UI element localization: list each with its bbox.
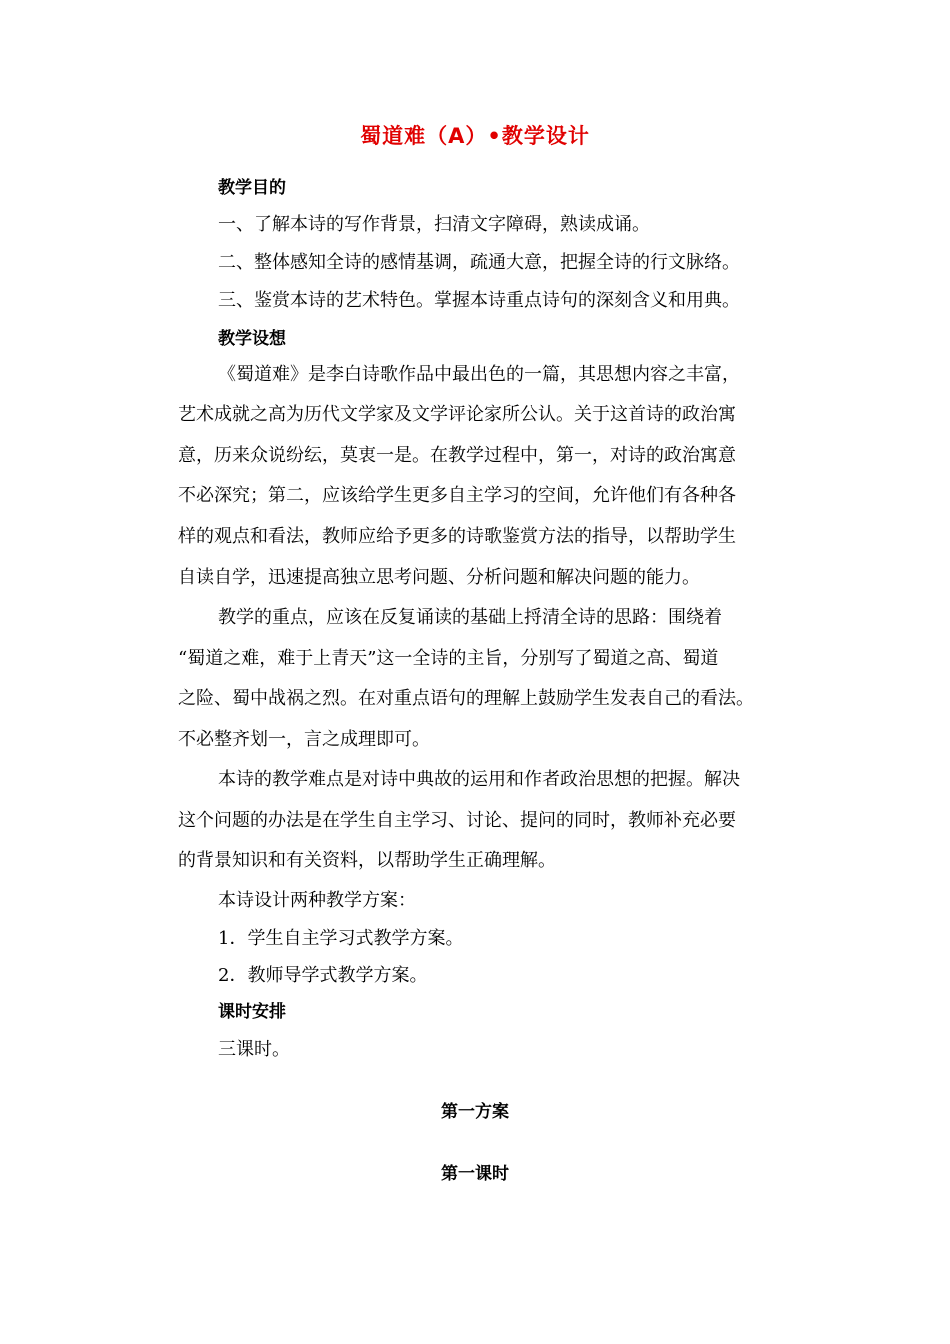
- paragraph-line: 自读自学，迅速提高独立思考问题、分析问题和解决问题的能力。: [178, 567, 700, 588]
- document-title: 蜀道难（A）•教学设计: [360, 124, 590, 148]
- paragraph-line: 之险、蜀中战祸之烈。在对重点语句的理解上鼓励学生发表自己的看法。: [178, 688, 754, 709]
- paragraph-line: 本诗的教学难点是对诗中典故的运用和作者政治思想的把握。解决: [218, 769, 740, 790]
- goals-heading: 教学目的: [218, 178, 286, 198]
- paragraph-line: 意，历来众说纷纭，莫衷一是。在教学过程中，第一，对诗的政治寓意: [178, 445, 736, 466]
- idea-heading: 教学设想: [218, 329, 286, 349]
- paragraph-line: 不必整齐划一，言之成理即可。: [178, 729, 430, 750]
- schedule-text: 三课时。: [218, 1039, 290, 1060]
- goal-item: 三、鉴赏本诗的艺术特色。掌握本诗重点诗句的深刻含义和用典。: [218, 290, 740, 311]
- plan-item: 2．教师导学式教学方案。: [218, 965, 428, 986]
- plan-one-heading: 第一方案: [441, 1102, 509, 1122]
- goal-item: 二、整体感知全诗的感情基调，疏通大意，把握全诗的行文脉络。: [218, 252, 740, 273]
- paragraph-line: 《蜀道难》是李白诗歌作品中最出色的一篇，其思想内容之丰富，: [218, 364, 740, 385]
- paragraph-line: 艺术成就之高为历代文学家及文学评论家所公认。关于这首诗的政治寓: [178, 404, 736, 425]
- paragraph-line: 这个问题的办法是在学生自主学习、讨论、提问的同时，教师补充必要: [178, 810, 736, 831]
- paragraph-line: 样的观点和看法，教师应给予更多的诗歌鉴赏方法的指导，以帮助学生: [178, 526, 736, 547]
- goal-item: 一、了解本诗的写作背景，扫清文字障碍，熟读成诵。: [218, 214, 650, 235]
- lesson-one-heading: 第一课时: [441, 1164, 509, 1184]
- plans-intro: 本诗设计两种教学方案：: [218, 890, 416, 911]
- paragraph-line: 教学的重点，应该在反复诵读的基础上捋清全诗的思路：围绕着: [218, 607, 722, 628]
- schedule-heading: 课时安排: [218, 1002, 286, 1022]
- paragraph-line: 不必深究；第二，应该给学生更多自主学习的空间，允许他们有各种各: [178, 485, 736, 506]
- paragraph-line: 的背景知识和有关资料，以帮助学生正确理解。: [178, 850, 556, 871]
- plan-item: 1．学生自主学习式教学方案。: [218, 928, 464, 949]
- paragraph-line: “蜀道之难，难于上青天”这一全诗的主旨，分别写了蜀道之高、蜀道: [178, 648, 719, 669]
